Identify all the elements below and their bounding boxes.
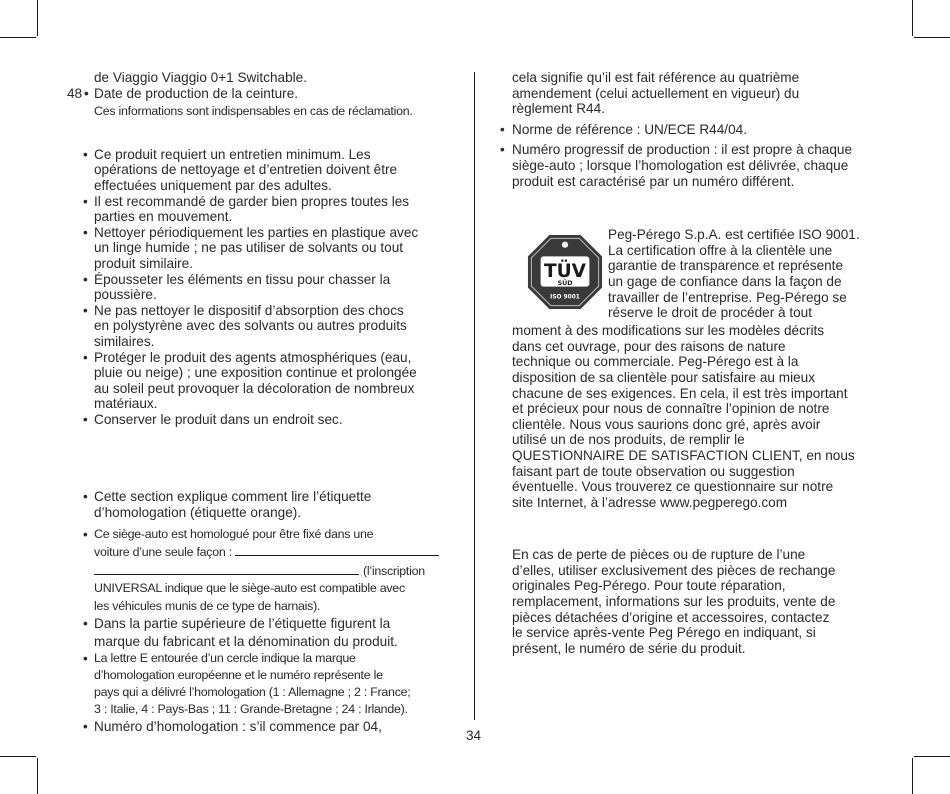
bullet: • (84, 85, 89, 101)
list-item (64, 615, 464, 650)
text-line: d’elles, utiliser exclusivement des pièces de rechange (512, 562, 836, 578)
text-line: matériaux. (94, 396, 158, 412)
text-line: La lettre E entourée d’un cercle indique la marque (94, 651, 356, 666)
list-item (498, 122, 878, 138)
text-line: Norme de référence : UN/ECE R44/04. (512, 121, 747, 137)
left-column (64, 70, 464, 735)
text-line: pluie ou neige) ; une exposition continue et prolongée (94, 365, 417, 381)
blank-line (235, 543, 439, 556)
text-line: Il est recommandé de garder bien propres toutes les (94, 193, 410, 209)
iso-wrap-text (608, 227, 860, 321)
list-item (64, 194, 464, 225)
text-line: En cas de perte de pièces ou de rupture de l’une (512, 547, 806, 563)
text-line: remplacement, informations sur les produits, vente de (512, 594, 836, 610)
crop-mark (912, 758, 913, 794)
tuv-brand-text: TÜV (544, 261, 586, 283)
list-item (498, 142, 878, 189)
text-line: Nettoyer périodiquement les parties en plastique avec (94, 224, 419, 240)
text-line: Conserver le produit dans un endroit sec. (94, 411, 343, 427)
text-line: Peg-Pérego S.p.A. est certifiée ISO 9001. (608, 227, 860, 243)
list-item (64, 489, 464, 520)
text-line: Numéro progressif de production : il est propre à chaque (512, 142, 853, 158)
text-line: chacune de ses exigences. En cela, il est très important (512, 385, 848, 401)
text-line: au soleil peut provoquer la décoloration de nombreux (94, 380, 415, 396)
text-line (94, 543, 464, 562)
bullet: • (83, 302, 88, 318)
bullet: • (83, 146, 88, 162)
tuv-sud-iso-9001-logo (526, 233, 604, 311)
text-line: travailler de l’entreprise. Peg-Pérego se (608, 289, 847, 305)
maintenance-list (64, 147, 464, 428)
crop-mark (37, 758, 38, 794)
bullet: • (83, 349, 88, 365)
bullet: • (83, 224, 88, 240)
text-line: Cette section explique comment lire l’étiquette (94, 489, 372, 505)
item-number: 48 (67, 85, 83, 101)
bullet: • (500, 142, 505, 158)
text-line: pays qui a délivré l’homologation (1 : Allemagne ; 2 : France; (94, 685, 411, 700)
text-line: Ce siège-auto est homologué pour être fixé dans une (94, 526, 374, 541)
iso-section (498, 227, 878, 323)
text-line: Protéger le produit des agents atmosphériques (eau, (94, 349, 412, 365)
list-item (64, 718, 464, 735)
page-number: 34 (466, 728, 482, 743)
text-line: Épousseter les éléments en tissu pour chasser la (94, 271, 391, 287)
continuation-text: de Viaggio Viaggio 0+1 Switchable. (94, 70, 308, 85)
text-line: 3 : Italie, 4 : Pays-Bas ; 11 : Grande-Bretagne ; 24 : Irlande). (94, 702, 408, 717)
text-line: siège-auto ; lorsque l’homologation est délivrée, chaque (512, 157, 849, 173)
text-line: disposition de sa clientèle pour satisfaire au mieux (512, 369, 816, 385)
list-item (64, 350, 464, 412)
text-line: originales Peg-Pérego. Pour toute réparation, (512, 578, 786, 594)
text-line: Dans la partie supérieure de l’étiquette figurent la (94, 616, 391, 632)
text-line: faisant part de toute observation ou suggestion (512, 463, 795, 479)
bullet: • (83, 651, 88, 667)
list-item (64, 225, 464, 272)
item-48-note: Ces informations sont indispensables en cas de réclamation. (94, 104, 413, 119)
text-line: similaires. (94, 333, 155, 349)
text-line: poussière. (94, 287, 157, 303)
text-line: effectuées uniquement par des adultes. (94, 177, 332, 193)
text-span: (l’inscription (363, 563, 425, 578)
text-line (94, 562, 464, 581)
text-line: garantie de transparence et représente (608, 258, 844, 274)
list-item (64, 650, 464, 718)
text-line: technique ou commerciale. Peg-Pérego est à la (512, 354, 799, 370)
spare-parts-text (498, 547, 878, 656)
crop-mark (914, 37, 950, 38)
text-line: d’homologation européenne et le numéro représente le (94, 668, 383, 683)
list-item (64, 412, 464, 428)
crop-mark (0, 37, 36, 38)
crop-mark (0, 756, 36, 757)
text-line: parties en mouvement. (94, 209, 233, 225)
list-item (64, 526, 464, 616)
right-column (498, 70, 878, 656)
blank-line (94, 562, 359, 575)
text-line: règlement R44. (512, 101, 605, 117)
text-line: QUESTIONNAIRE DE SATISFACTION CLIENT, en nous (512, 447, 855, 463)
continuation-text (498, 70, 878, 117)
text-line: pièces détachées d’origine et accessoires, contactez (512, 609, 830, 625)
text-line: utilisé un de nos produits, de remplir le (512, 432, 745, 448)
iso-text (498, 323, 878, 510)
text-span: voiture d’une seule façon : (94, 545, 232, 560)
text-line: opérations de nettoyage et d’entretien doivent être (94, 162, 398, 178)
text-line: site Internet, à l’adresse www.pegperego.com (512, 494, 788, 510)
tuv-sub-text: SÜD (557, 280, 573, 288)
text-line: moment à des modifications sur les modèles décrits (512, 323, 825, 339)
column-divider (474, 72, 475, 720)
text-line: réserve le droit de procéder à tout (608, 305, 813, 321)
list-item (64, 147, 464, 194)
crop-mark (37, 0, 38, 36)
bullet: • (83, 526, 88, 542)
text-line: produit est caractérisé par un numéro différent. (512, 173, 795, 189)
text-line: produit similaire. (94, 255, 193, 271)
crop-mark (912, 0, 913, 36)
text-line: Numéro d’homologation : s’il commence par 04, (94, 719, 382, 735)
bullet: • (83, 489, 88, 505)
text-line: les véhicules munis de ce type de harnais). (94, 598, 321, 613)
list-item (64, 272, 464, 303)
text-line: marque du fabricant et la dénomination du produit. (94, 633, 398, 649)
bullet: • (83, 616, 88, 632)
text-line: un linge humide ; ne pas utiliser de solvants ou tout (94, 240, 404, 256)
text-line: éventuelle. Vous trouverez ce questionnaire sur notre (512, 479, 834, 495)
text-line: en polystyrène avec des solvants ou autres produits (94, 318, 407, 334)
text-line: cela signifie qu’il est fait référence au quatrième (512, 70, 800, 85)
text-line: le service après-vente Peg Pérego en indiquant, si (512, 625, 816, 641)
bullet: • (500, 121, 505, 137)
text-line: dans cet ouvrage, pour des raisons de nature (512, 338, 786, 354)
item-48 (64, 86, 464, 120)
item-48-line: Date de production de la ceinture. (94, 85, 299, 101)
bullet: • (83, 271, 88, 287)
text-line: d’homologation (étiquette orange). (94, 505, 302, 521)
text-line: Ce produit requiert un entretien minimum. Les (94, 146, 371, 162)
bullet: • (83, 411, 88, 427)
text-line: UNIVERSAL indique que le siège-auto est compatible avec (94, 581, 405, 596)
text-line: clientèle. Nous vous saurions donc gré, après avoir (512, 416, 821, 432)
label-list (64, 489, 464, 735)
text-line: un gage de confiance dans la façon de (608, 273, 842, 289)
bullet: • (83, 193, 88, 209)
text-line: amendement (celui actuellement en vigueur) du (512, 85, 800, 101)
text-line: présent, le numéro de série du produit. (512, 640, 746, 656)
bullet: • (83, 719, 88, 735)
list-item (64, 303, 464, 350)
text-line: Ne pas nettoyer le dispositif d’absorption des chocs (94, 302, 404, 318)
crop-mark (914, 756, 950, 757)
text-line: et précieux pour nous de connaître l’opinion de notre (512, 401, 830, 417)
tuv-cert-text: ISO 9001 (550, 294, 580, 301)
text-line: La certification offre à la clientèle une (608, 242, 833, 258)
